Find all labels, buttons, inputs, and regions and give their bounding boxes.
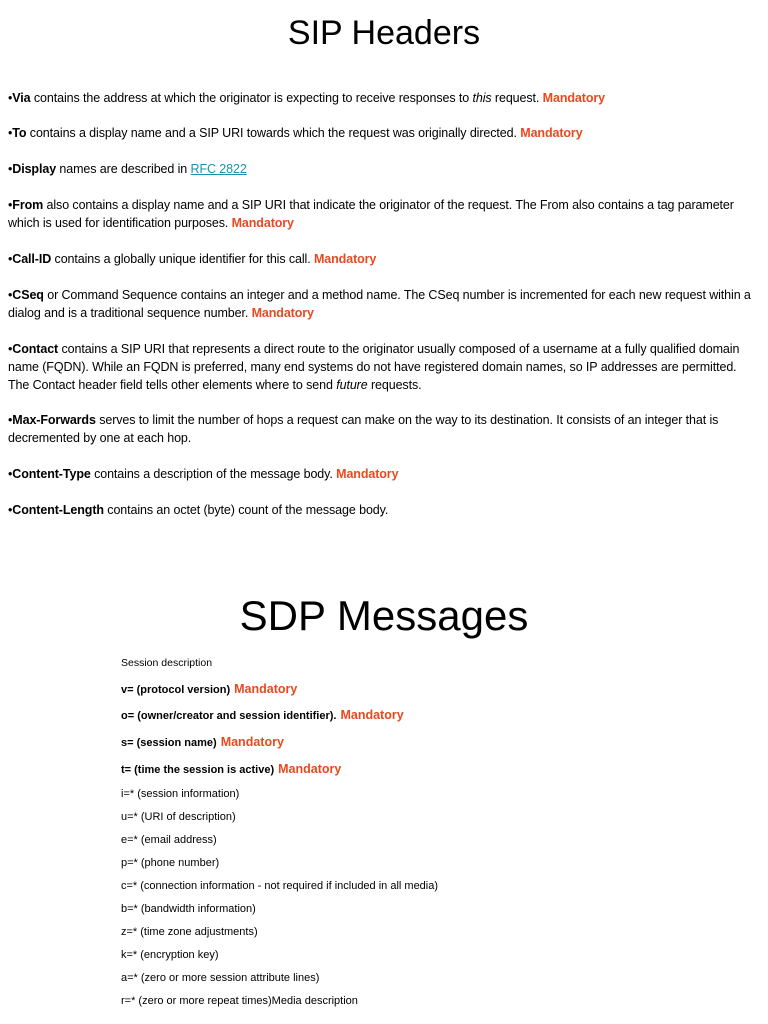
- rfc-2822-link[interactable]: RFC 2822: [190, 162, 247, 176]
- sdp-messages-title: SDP Messages: [239, 592, 529, 639]
- description: contains a globally unique identifier for this call.: [51, 252, 314, 266]
- term: Via: [12, 91, 31, 105]
- mandatory-badge: Mandatory: [220, 735, 284, 749]
- term: From: [12, 198, 44, 212]
- description: or Command Sequence contains an integer and a method name. The CSeq number is incremented for each new request within a dialog and is a traditional sequence number.: [8, 288, 751, 320]
- description: contains an octet (byte) count of the message body.: [103, 503, 389, 517]
- description: contains a display name and a SIP URI towards which the request was originally directed.: [26, 126, 521, 140]
- mandatory-badge: Mandatory: [542, 91, 605, 105]
- term: Display: [12, 162, 57, 176]
- description: also contains a display name and a SIP URI that indicate the originator of the request. The From also contains a tag parameter which is used for identification purposes.: [8, 198, 734, 230]
- sdp-required-line: [121, 762, 341, 776]
- mandatory-badge: Mandatory: [278, 762, 342, 776]
- bullet: •: [8, 91, 13, 105]
- term: Call-ID: [12, 252, 52, 266]
- description: contains a description of the message body.: [90, 467, 337, 481]
- content-length-item: [8, 501, 756, 519]
- mandatory-badge: Mandatory: [520, 126, 583, 140]
- emphasis: this: [472, 91, 492, 105]
- cseq-item: [8, 286, 756, 322]
- bullet: •: [8, 413, 13, 427]
- sdp-optional-line: r=* (zero or more repeat times)Media description: [121, 995, 358, 1007]
- sdp-optional-line: e=* (email address): [121, 834, 217, 846]
- bullet: •: [8, 467, 13, 481]
- sdp-field-text: o= (owner/creator and session identifier).: [121, 710, 337, 722]
- term: Content-Type: [12, 467, 91, 481]
- bullet: •: [8, 162, 13, 176]
- mandatory-badge: Mandatory: [251, 306, 314, 320]
- bullet: •: [8, 126, 13, 140]
- term: CSeq: [12, 288, 44, 302]
- contact-item: [8, 340, 756, 394]
- sdp-required-line: [121, 682, 297, 696]
- mandatory-badge: Mandatory: [231, 216, 294, 230]
- description: contains the address at which the originator is expecting to receive responses to: [30, 91, 473, 105]
- sdp-optional-line: k=* (encryption key): [121, 949, 219, 961]
- description: serves to limit the number of hops a request can make on the way to its destination. It consists of an integer that is decremented by one at each hop.: [8, 413, 719, 445]
- sdp-optional-line: b=* (bandwidth information): [121, 903, 256, 915]
- sdp-required-line: [121, 735, 284, 749]
- via-item: [8, 89, 756, 107]
- mandatory-badge: Mandatory: [313, 252, 377, 266]
- mandatory-badge: Mandatory: [340, 708, 404, 722]
- mandatory-badge: Mandatory: [234, 682, 298, 696]
- description-end: requests.: [367, 378, 422, 392]
- term: Content-Length: [12, 503, 104, 517]
- from-item: [8, 196, 756, 232]
- sdp-optional-line: u=* (URI of description): [121, 811, 236, 823]
- display-item: [8, 160, 756, 178]
- sdp-optional-line: a=* (zero or more session attribute lines): [121, 972, 320, 984]
- content-type-item: [8, 465, 756, 483]
- description: names are described in: [56, 162, 191, 176]
- sdp-field-text: s= (session name): [121, 737, 217, 749]
- sdp-optional-line: z=* (time zone adjustments): [121, 926, 258, 938]
- call-id-item: [8, 250, 756, 268]
- emphasis: future: [336, 378, 368, 392]
- sdp-required-line: [121, 708, 404, 722]
- to-item: [8, 124, 756, 142]
- description-end: request.: [491, 91, 543, 105]
- bullet: •: [8, 288, 13, 302]
- sdp-optional-line: i=* (session information): [121, 788, 240, 800]
- bullet: •: [8, 198, 13, 212]
- session-description-label: Session description: [121, 657, 213, 669]
- description: contains a SIP URI that represents a direct route to the originator usually composed of a username at a fully qualified domain name (FQDN). While an FQDN is preferred, many end systems do not have registered domain names, so IP addresses are permitted. The Contact header field tells other elements where to send: [8, 342, 740, 392]
- bullet: •: [8, 252, 13, 266]
- mandatory-badge: Mandatory: [336, 467, 399, 481]
- bullet: •: [8, 342, 13, 356]
- sdp-optional-line: c=* (connection information - not required if included in all media): [121, 880, 439, 892]
- term: Max-Forwards: [12, 413, 96, 427]
- bullet: •: [8, 503, 13, 517]
- sdp-field-text: t= (time the session is active): [121, 764, 275, 776]
- sdp-field-text: v= (protocol version): [121, 684, 231, 696]
- term: Contact: [12, 342, 59, 356]
- max-forwards-item: [8, 411, 756, 447]
- sip-headers-title: SIP Headers: [287, 14, 481, 52]
- term: To: [12, 126, 27, 140]
- sdp-optional-line: p=* (phone number): [121, 857, 220, 869]
